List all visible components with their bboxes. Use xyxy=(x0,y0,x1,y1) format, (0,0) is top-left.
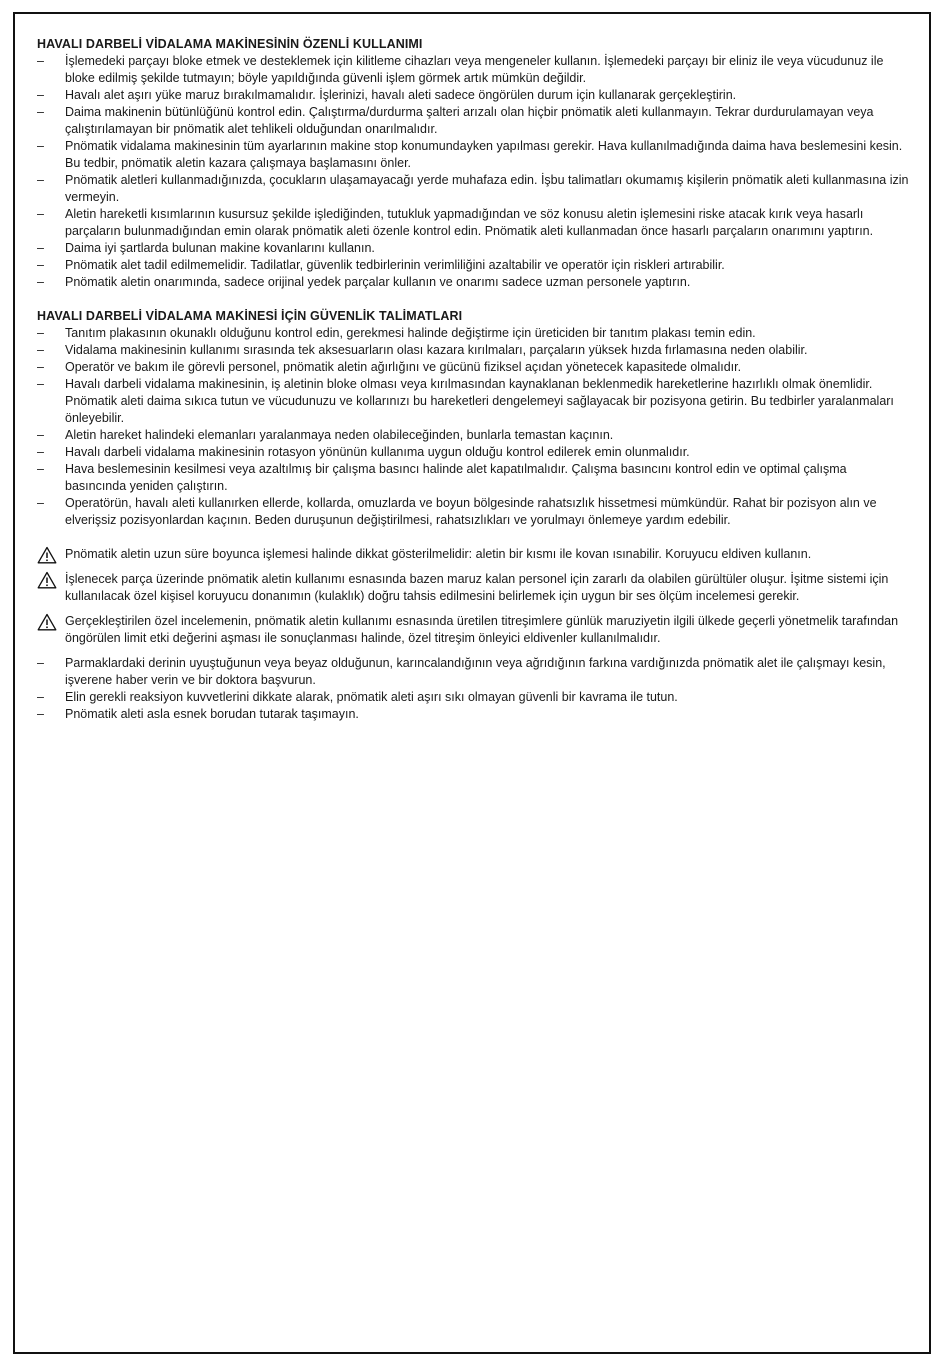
dash-marker: – xyxy=(37,173,44,187)
list-item: – Daima iyi şartlarda bulunan makine kovanlarını kullanın. xyxy=(37,241,375,255)
dash-marker: – xyxy=(37,88,44,102)
dash-marker: – xyxy=(37,656,44,670)
final-bullet-list xyxy=(37,655,909,723)
list-item: – Pnömatik alet tadil edilmemelidir. Tadilatlar, güvenlik tedbirlerinin verimliliğini azaltabilir ve operatör için riskleri artırabilir. xyxy=(37,258,725,272)
section-title: HAVALI DARBELİ VİDALAMA MAKİNESİNİN ÖZENLİ KULLANIMI xyxy=(37,37,423,51)
list-item: – İşlemedeki parçayı bloke etmek ve desteklemek için kilitleme cihazları veya mengeneler kullanın. İşlemedeki parçayı bir eliniz ile veya vücudunuz ile bloke edilmiş şekilde tutmayın; böyle yapıldığında güvenli işlem görmek artık mümkün değildir. xyxy=(37,54,884,85)
section-safety-instructions xyxy=(37,308,909,529)
list-item: – Pnömatik vidalama makinesinin tüm ayarlarının makine stop konumundayken yapılması gerekir. Hava kullanılmadığında daima hava beslemesini kesin. Bu tedbir, pnömatik aletin kazara çalışmaya başlamasını önler. xyxy=(37,139,903,170)
list-item: – Havalı darbeli vidalama makinesinin, iş aletinin bloke olması veya kırılmasından kaynaklanan beklenmedik hareketlerine hazırlıklı olmak önemlidir. Pnömatik aleti daima sıkıca tutun ve vücudunuzu ve kollarınızı bu hareketleri dengelemeyi sağlayacak bir pozisyona getirin. Bu tedbirler yaralanmaları önleyebilir. xyxy=(37,377,894,425)
dash-marker: – xyxy=(37,275,44,289)
dash-marker: – xyxy=(37,496,44,510)
list-item: – Parmaklardaki derinin uyuştuğunun veya beyaz olduğunun, karıncalandığının veya ağrıdığının farkına vardığınızda pnömatik alet ile çalışmayı kesin, işverene haber verin ve bir doktora başvurun. xyxy=(37,656,886,687)
dash-marker: – xyxy=(37,241,44,255)
dash-marker: – xyxy=(37,690,44,704)
dash-marker: – xyxy=(37,326,44,340)
dash-marker: – xyxy=(37,377,44,391)
warning-triangle-icon xyxy=(37,546,57,564)
list-item: – Daima makinenin bütünlüğünü kontrol edin. Çalıştırma/durdurma şalteri arızalı olan hiçbir pnömatik aleti kullanmayın. Tekrar durdurulamayan veya çalıştırılamayan bir pnömatik alet tehlikeli olduğundan onarılmalıdır. xyxy=(37,105,874,136)
dash-marker: – xyxy=(37,139,44,153)
dash-marker: – xyxy=(37,445,44,459)
list-item: – Pnömatik aletleri kullanmadığınızda, çocukların ulaşamayacağı yerde muhafaza edin. İşbu talimatları okumamış kişilerin pnömatik aleti kullanmasına izin vermeyin. xyxy=(37,173,909,204)
section-title: HAVALI DARBELİ VİDALAMA MAKİNESİ İÇİN GÜVENLİK TALİMATLARI xyxy=(37,309,463,323)
bullet-list xyxy=(37,53,909,291)
document-content xyxy=(37,36,909,723)
dash-marker: – xyxy=(37,207,44,221)
list-item: – Havalı darbeli vidalama makinesinin rotasyon yönünün kullanıma uygun olduğu kontrol edilerek emin olunmalıdır. xyxy=(37,445,690,459)
list-item: – Operatör ve bakım ile görevli personel, pnömatik aletin ağırlığını ve gücünü fiziksel açıdan yönetecek kapasitede olmalıdır. xyxy=(37,360,742,374)
list-item: – Tanıtım plakasının okunaklı olduğunu kontrol edin, gerekmesi halinde değiştirme için üreticiden bir tanıtım plakası temin edin. xyxy=(37,326,756,340)
list-item: – Pnömatik aleti asla esnek borudan tutarak taşımayın. xyxy=(37,707,359,721)
warnings-block xyxy=(37,546,909,647)
section-careful-use xyxy=(37,36,909,291)
warning-paragraph: İşlenecek parça üzerinde pnömatik aletin kullanımı esnasında bazen maruz kalan personel için zararlı da olabilen gürültüler oluşur. İşitme sistemi için kullanılacak özel kişisel koruyucu donanımın (kulaklık) doğru tahsis edilmesini belirlemek için uygun bir ses ölçüm incelemesi gerekir. xyxy=(37,571,909,605)
list-item: – Aletin hareketli kısımlarının kusursuz şekilde işlediğinden, tutukluk yapmadığından ve söz konusu aletin işlemesini riske atacak kırık veya hasarlı parçaların bulunmadığından emin olarak pnömatik aleti özenle kontrol edin. Pnömatik aleti kullanmadan önce hasarlı parçaların onarımını yaptırın. xyxy=(37,207,874,238)
list-item: – Elin gerekli reaksiyon kuvvetlerini dikkate alarak, pnömatik aleti aşırı sıkı olmayan güvenli bir kavrama ile tutun. xyxy=(37,690,678,704)
list-item: – Aletin hareket halindeki elemanları yaralanmaya neden olabileceğinden, bunlarla temastan kaçının. xyxy=(37,428,614,442)
list-item: – Pnömatik aletin onarımında, sadece orijinal yedek parçalar kullanın ve onarımı sadece uzman personele yaptırın. xyxy=(37,275,691,289)
dash-marker: – xyxy=(37,54,44,68)
list-item: – Hava beslemesinin kesilmesi veya azaltılmış bir çalışma basıncı halinde alet kapatılmalıdır. Çalışma basıncını kontrol edin ve optimal çalışma basıncında yeniden çalıştırın. xyxy=(37,462,847,493)
dash-marker: – xyxy=(37,707,44,721)
dash-marker: – xyxy=(37,462,44,476)
dash-marker: – xyxy=(37,105,44,119)
warning-paragraph: Gerçekleştirilen özel incelemenin, pnömatik aletin kullanımı esnasında üretilen titreşimlere günlük maruziyetin ilgili ülkede geçerli yönetmelik tarafından öngörülen limit etki değerini aşması ile sonuçlanması halinde, özel titreşim önleyici eldivenler kullanılmalıdır. xyxy=(37,613,909,647)
list-item: – Havalı alet aşırı yüke maruz bırakılmamalıdır. İşlerinizi, havalı aleti sadece öngörülen durum için kullanarak gerçekleştirin. xyxy=(37,88,737,102)
warning-triangle-icon xyxy=(37,571,57,589)
dash-marker: – xyxy=(37,360,44,374)
dash-marker: – xyxy=(37,428,44,442)
list-item: – Vidalama makinesinin kullanımı sırasında tek aksesuarların olası kazara kırılmaları, parçaların yüksek hızda fırlamasına neden olabilir. xyxy=(37,343,808,357)
dash-marker: – xyxy=(37,343,44,357)
warning-triangle-icon xyxy=(37,613,57,631)
warning-paragraph: Pnömatik aletin uzun süre boyunca işlemesi halinde dikkat gösterilmelidir: aletin bir kısmı ile kovan ısınabilir. Koruyucu eldiven kullanın. xyxy=(37,546,909,563)
list-item: – Operatörün, havalı aleti kullanırken ellerde, kollarda, omuzlarda ve boyun bölgesinde rahatsızlık hissetmesi mümkündür. Rahat bir pozisyon alın ve elverişsiz pozisyonlardan kaçının. Beden duruşunun değiştirilmesi, rahatsızlıkları ve yorulmayı önlemeye yardım edebilir. xyxy=(37,496,877,527)
dash-marker: – xyxy=(37,258,44,272)
bullet-list xyxy=(37,325,909,529)
